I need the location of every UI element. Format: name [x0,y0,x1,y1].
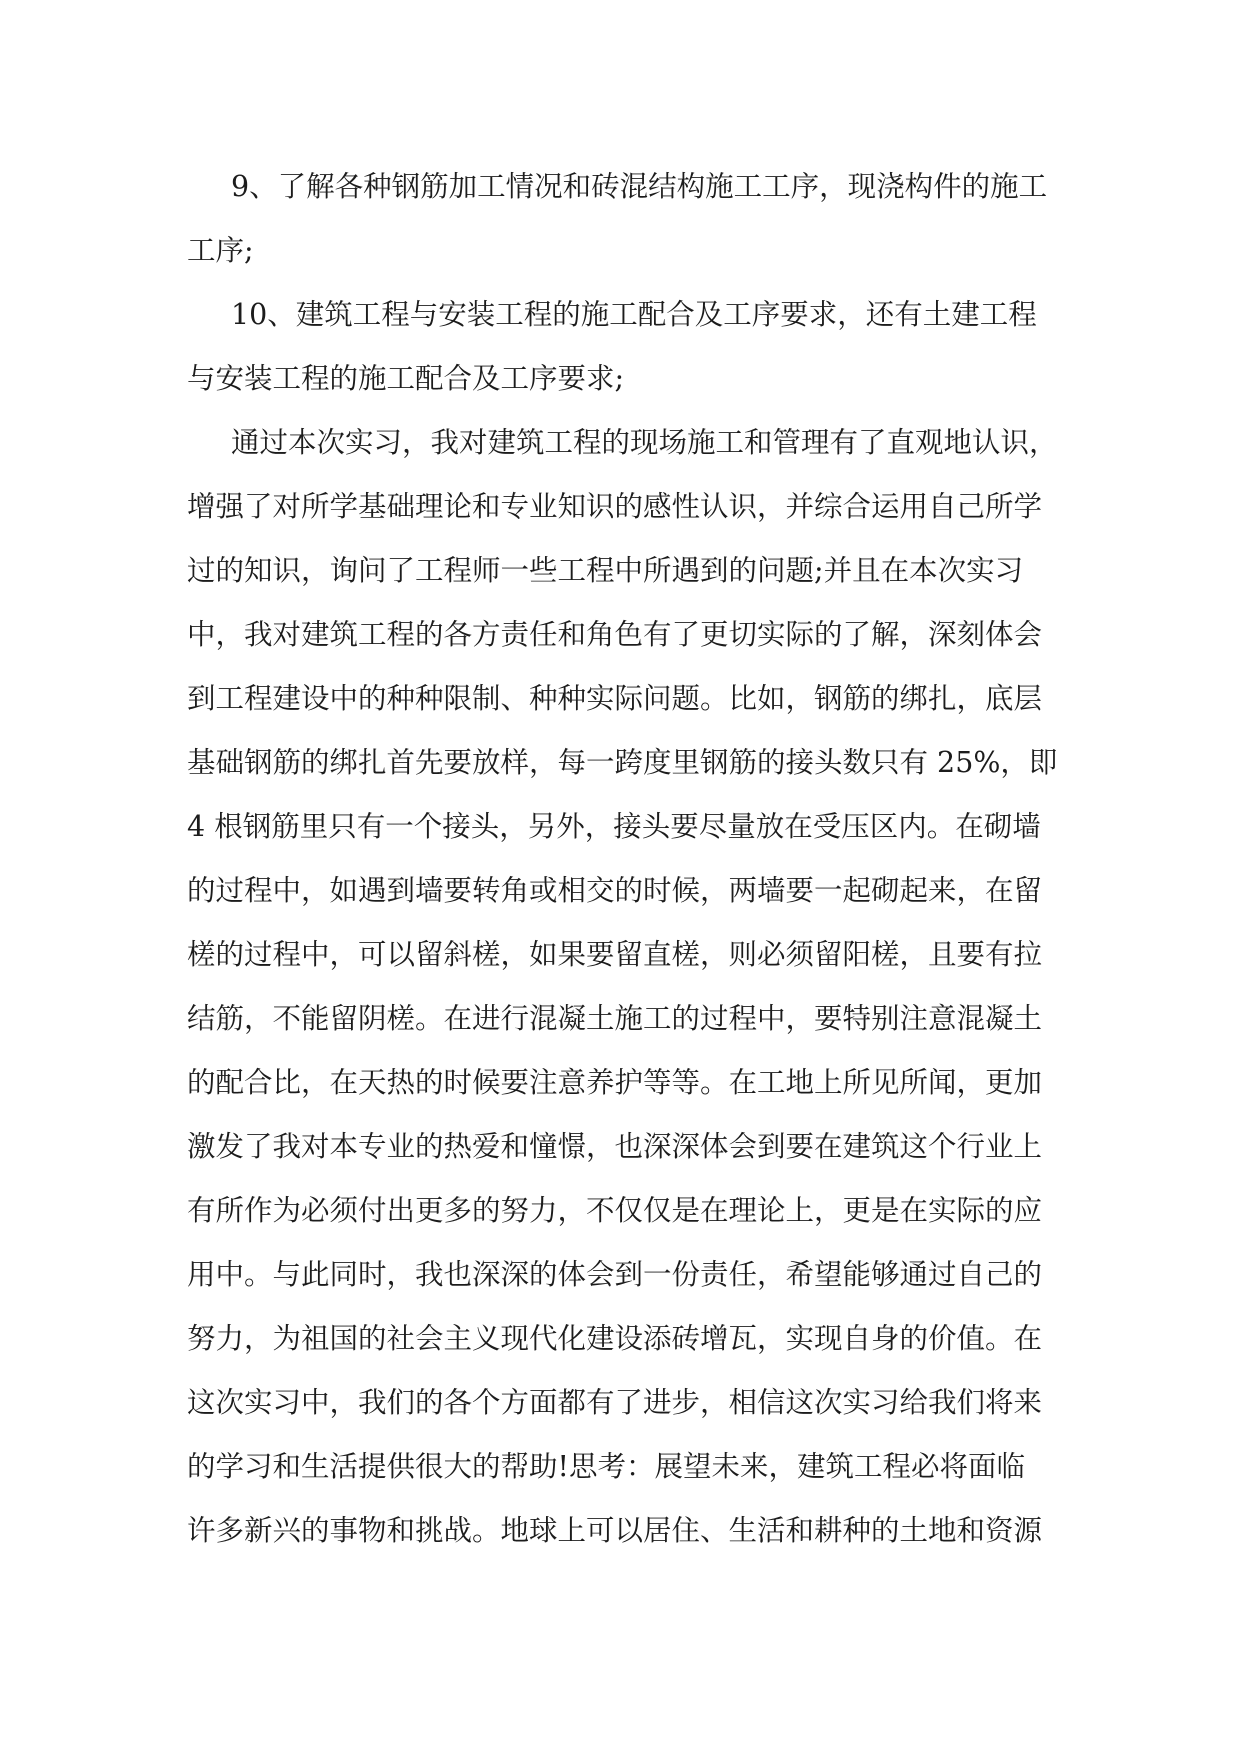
paragraph-summary-line: 许多新兴的事物和挑战。地球上可以居住、生活和耕种的土地和资源 [187,1514,1043,1547]
paragraph-summary-line: 的学习和生活提供很大的帮助!思考：展望未来，建筑工程必将面临 [187,1450,1025,1483]
paragraph-item-10-line-1: 10、建筑工程与安装工程的施工配合及工序要求，还有土建工程 [231,298,1037,331]
paragraph-summary-line: 槎的过程中，可以留斜槎，如果要留直槎，则必须留阳槎，且要有拉 [187,938,1043,971]
paragraph-summary-line: 4 根钢筋里只有一个接头，另外，接头要尽量放在受压区内。在砌墙 [187,810,1041,843]
paragraph-summary-line: 过的知识，询问了工程师一些工程中所遇到的问题;并且在本次实习 [187,554,1024,587]
paragraph-summary-line: 增强了对所学基础理论和专业知识的感性认识，并综合运用自己所学 [187,490,1043,523]
paragraph-summary-line: 有所作为必须付出更多的努力，不仅仅是在理论上，更是在实际的应 [187,1194,1043,1227]
paragraph-summary-line: 基础钢筋的绑扎首先要放样，每一跨度里钢筋的接头数只有 25%，即 [187,746,1058,779]
paragraph-summary-line: 通过本次实习，我对建筑工程的现场施工和管理有了直观地认识， [231,426,1058,459]
body-text [187,155,1057,1563]
paragraph-summary-line: 的配合比，在天热的时候要注意养护等等。在工地上所见所闻，更加 [187,1066,1043,1099]
paragraph-summary-line: 激发了我对本专业的热爱和憧憬，也深深体会到要在建筑这个行业上 [187,1130,1043,1163]
paragraph-item-9-line-1: 9、了解各种钢筋加工情况和砖混结构施工工序，现浇构件的施工 [231,170,1048,203]
paragraph-summary-line: 到工程建设中的种种限制、种种实际问题。比如，钢筋的绑扎，底层 [187,682,1043,715]
paragraph-summary-line: 努力，为祖国的社会主义现代化建设添砖增瓦，实现自身的价值。在 [187,1322,1043,1355]
paragraph-summary-line: 这次实习中，我们的各个方面都有了进步，相信这次实习给我们将来 [187,1386,1043,1419]
paragraph-summary-line: 中，我对建筑工程的各方责任和角色有了更切实际的了解，深刻体会 [187,618,1043,651]
paragraph-summary-line: 结筋，不能留阴槎。在进行混凝土施工的过程中，要特别注意混凝土 [187,1002,1043,1035]
paragraph-summary-line: 的过程中，如遇到墙要转角或相交的时候，两墙要一起砌起来，在留 [187,874,1043,907]
paragraph-item-9-line-2: 工序; [187,234,254,267]
paragraph-summary-line: 用中。与此同时，我也深深的体会到一份责任，希望能够通过自己的 [187,1258,1043,1291]
paragraph-item-10-line-2: 与安装工程的施工配合及工序要求; [187,362,625,395]
